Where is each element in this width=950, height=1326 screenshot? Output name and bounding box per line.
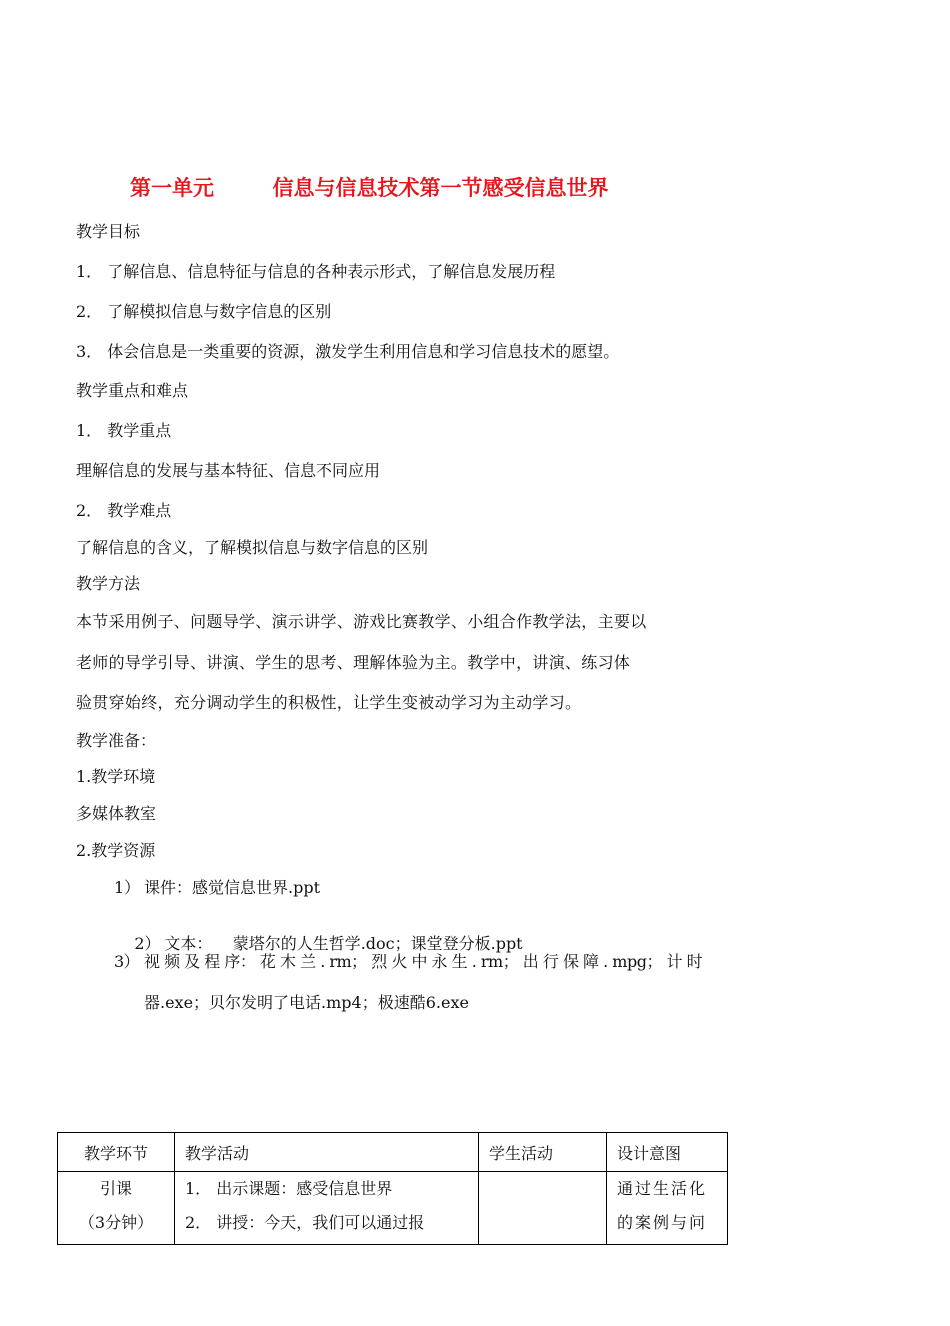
stage-name: 引课	[99, 1179, 132, 1198]
activity-line-2: 2． 讲授：今天，我们可以通过报	[185, 1213, 425, 1232]
resource-text: 视 频 及 程 序： 花 木 兰 . rm； 烈 火 中 永 生 . rm； 出 行 保 障 . mpg； 计 时	[144, 952, 703, 971]
intent-line-1: 通过生活化	[617, 1179, 708, 1198]
header-intent: 设计意图	[607, 1133, 728, 1172]
student-cell	[479, 1172, 607, 1245]
objective-item-3: 3． 体会信息是一类重要的资源，激发学生利用信息和学习信息技术的愿望。	[76, 342, 620, 361]
page-title: 第一单元 信息与信息技术第一节感受信息世界	[130, 176, 609, 200]
difficulty-text: 了解信息的含义，了解模拟信息与数字信息的区别	[76, 538, 429, 557]
resource-item-3-continued: 器.exe；贝尔发明了电话.mp4；极速酷6.exe	[144, 993, 469, 1012]
methods-heading: 教学方法	[76, 574, 141, 593]
resource-number: 2）	[134, 934, 161, 953]
methods-line-1: 本节采用例子、问题导学、演示讲学、游戏比赛教学、小组合作教学法，主要以	[76, 612, 647, 631]
environment-label: 1.教学环境	[76, 767, 156, 786]
resource-text: 文本： 蒙塔尔的人生哲学.doc；课堂登分板.ppt	[164, 934, 523, 953]
preparation-heading: 教学准备：	[76, 731, 157, 750]
resource-number: 3）	[114, 952, 140, 971]
resources-label: 2.教学资源	[76, 841, 156, 860]
lesson-table	[57, 1132, 728, 1245]
methods-line-3: 验贯穿始终，充分调动学生的积极性，让学生变被动学习为主动学习。	[76, 693, 582, 712]
objective-item-1: 1． 了解信息、信息特征与信息的各种表示形式，了解信息发展历程	[76, 262, 556, 281]
activity-line-1: 1． 出示课题：感受信息世界	[185, 1179, 393, 1198]
objective-item-2: 2． 了解模拟信息与数字信息的区别	[76, 302, 332, 321]
environment-value: 多媒体教室	[76, 804, 157, 823]
resource-item-1	[114, 875, 320, 898]
stage-cell	[58, 1172, 175, 1245]
objectives-heading: 教学目标	[76, 222, 141, 241]
header-student: 学生活动	[479, 1133, 607, 1172]
keypoints-heading: 教学重点和难点	[76, 381, 189, 400]
activity-cell	[175, 1172, 479, 1245]
resource-item-3	[114, 949, 702, 972]
table-row	[58, 1172, 728, 1245]
focus-text: 理解信息的发展与基本特征、信息不同应用	[76, 461, 381, 480]
focus-label: 1． 教学重点	[76, 421, 172, 440]
methods-line-2: 老师的导学引导、讲演、学生的思考、理解体验为主。教学中，讲演、练习体	[76, 653, 631, 672]
intent-cell	[607, 1172, 728, 1245]
resource-number: 1）	[114, 878, 141, 897]
resource-text: 课件：感觉信息世界.ppt	[144, 878, 321, 897]
stage-duration: （3分钟）	[78, 1213, 154, 1232]
difficulty-label: 2． 教学难点	[76, 501, 172, 520]
intent-line-2: 的案例与问	[617, 1213, 708, 1232]
table-header-row	[58, 1133, 728, 1172]
header-activity: 教学活动	[175, 1133, 479, 1172]
header-stage: 教学环节	[58, 1133, 175, 1172]
